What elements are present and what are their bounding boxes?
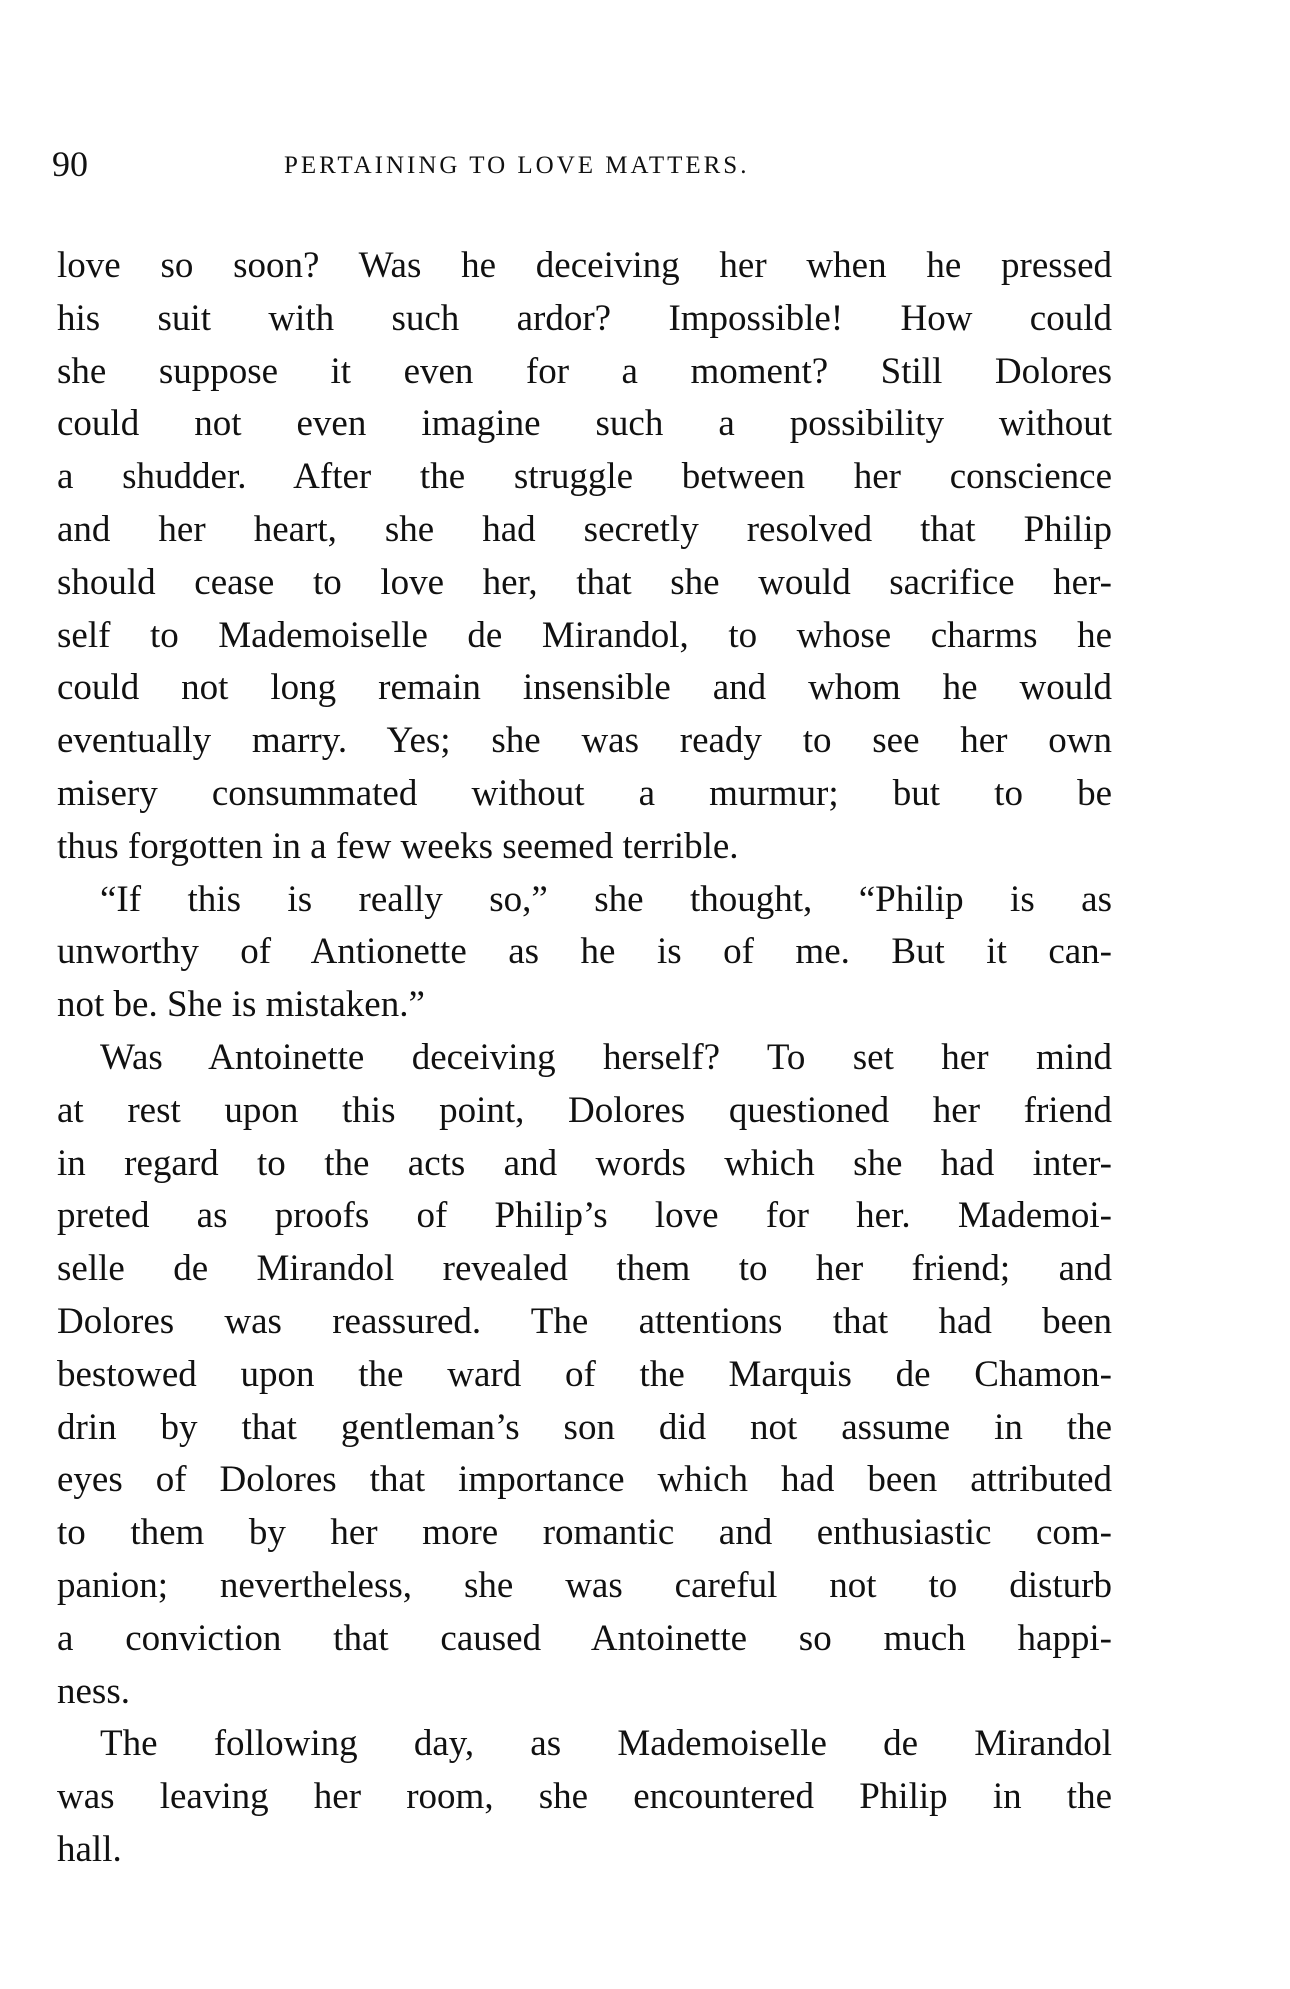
page-number: 90	[52, 144, 88, 184]
text-line: eyes of Dolores that importance which had been attributed	[57, 1459, 1112, 1501]
text-line: preted as proofs of Philip’s love for her. Mademoi-	[57, 1195, 1112, 1237]
text-line: in regard to the acts and words which she had inter-	[57, 1142, 1112, 1184]
text-line: drin by that gentleman’s son did not assume in the	[57, 1406, 1112, 1448]
text-line: panion; nevertheless, she was careful not to disturb	[57, 1564, 1112, 1606]
text-line: at rest upon this point, Dolores questioned her friend	[57, 1089, 1112, 1131]
text-line: should cease to love her, that she would sacrifice her-	[57, 561, 1112, 603]
text-line: a shudder. After the struggle between her conscience	[57, 456, 1112, 498]
text-line: eventually marry. Yes; she was ready to see her own	[57, 720, 1112, 762]
text-line: “If this is really so,” she thought, “Philip is as	[100, 878, 1112, 920]
text-line: and her heart, she had secretly resolved that Philip	[57, 508, 1112, 550]
text-line: love so soon? Was he deceiving her when he pressed	[57, 245, 1112, 286]
text-line: to them by her more romantic and enthusiastic com-	[57, 1512, 1112, 1554]
text-line: his suit with such ardor? Impossible! How could	[57, 297, 1112, 339]
text-line: Was Antoinette deceiving herself? To set her mind	[100, 1036, 1112, 1078]
text-line: could not long remain insensible and whom he would	[57, 667, 1112, 709]
text-line: ness.	[57, 1670, 130, 1712]
text-line: unworthy of Antionette as he is of me. But it can-	[57, 931, 1112, 973]
text-line: bestowed upon the ward of the Marquis de Chamon-	[57, 1353, 1112, 1395]
text-line: thus forgotten in a few weeks seemed terrible.	[57, 825, 739, 867]
text-line: she suppose it even for a moment? Still Dolores	[57, 350, 1112, 392]
text-line: was leaving her room, she encountered Philip in the	[57, 1776, 1112, 1818]
text-line: Dolores was reassured. The attentions that had been	[57, 1300, 1112, 1342]
text-line: hall.	[57, 1828, 122, 1870]
text-line: self to Mademoiselle de Mirandol, to whose charms he	[57, 614, 1112, 656]
text-line: misery consummated without a murmur; but to be	[57, 772, 1112, 814]
text-line: not be. She is mistaken.”	[57, 984, 425, 1026]
text-line: The following day, as Mademoiselle de Mirandol	[100, 1723, 1112, 1765]
text-line: a conviction that caused Antoinette so much happi-	[57, 1617, 1112, 1659]
text-line: could not even imagine such a possibility without	[57, 403, 1112, 445]
body-text	[57, 240, 1112, 1877]
text-line: selle de Mirandol revealed them to her friend; and	[57, 1248, 1112, 1290]
running-title: PERTAINING TO LOVE MATTERS.	[284, 152, 750, 179]
